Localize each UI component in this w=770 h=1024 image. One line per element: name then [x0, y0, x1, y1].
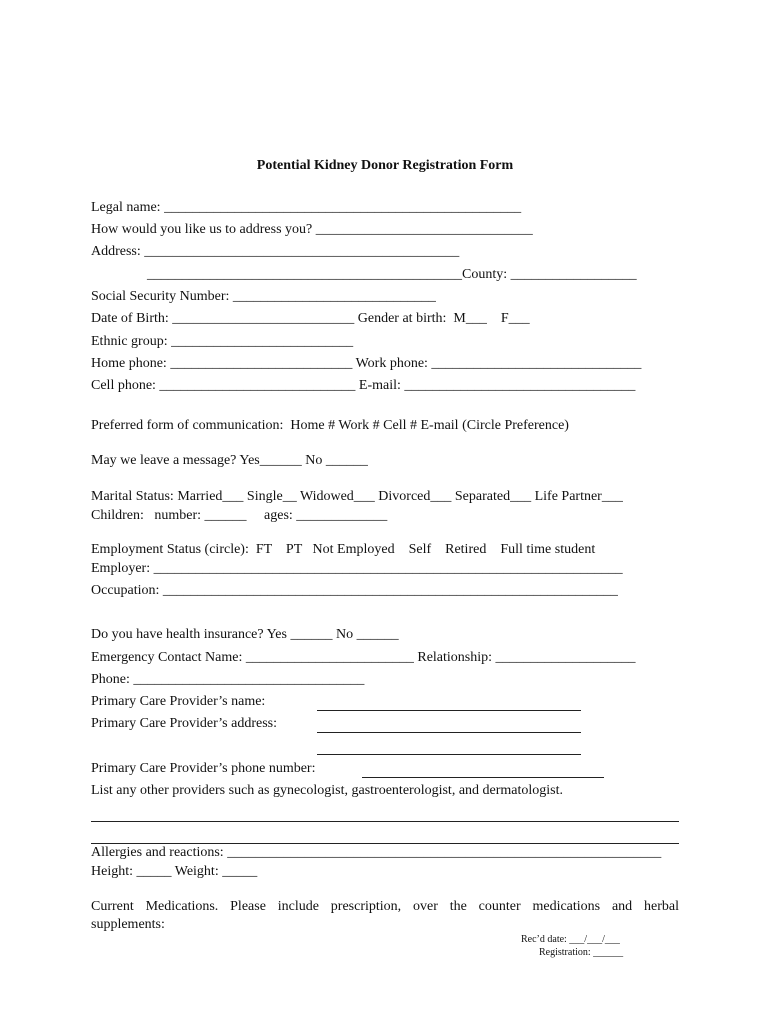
pcp-name-label: Primary Care Provider’s name:: [91, 694, 266, 709]
pcp-phone-label: Primary Care Provider’s phone number:: [91, 761, 316, 776]
leave-message-field[interactable]: May we leave a message? Yes______ No ______: [91, 453, 368, 468]
health-insurance-field[interactable]: Do you have health insurance? Yes ______ No ______: [91, 627, 399, 642]
height-weight-field[interactable]: Height: _____ Weight: _____: [91, 864, 258, 879]
received-date: Rec’d date: ___/___/___: [521, 934, 620, 945]
address-field[interactable]: Address: _____________________________________________: [91, 244, 460, 259]
pcp-address-line-2[interactable]: [317, 754, 581, 755]
phone-field[interactable]: Phone: _________________________________: [91, 672, 365, 687]
employment-status-field[interactable]: Employment Status (circle): FT PT Not Employed Self Retired Full time student: [91, 542, 596, 557]
allergies-field[interactable]: Allergies and reactions: ______________________________________________________________: [91, 845, 662, 860]
medications-label-line-2: supplements:: [91, 917, 165, 932]
emergency-contact-field[interactable]: Emergency Contact Name: ________________________ Relationship: ____________________: [91, 650, 636, 665]
other-providers-label: List any other providers such as gynecologist, gastroenterologist, and dermatologist.: [91, 783, 564, 798]
pcp-address-label: Primary Care Provider’s address:: [91, 716, 277, 731]
home-work-phone-field[interactable]: Home phone: __________________________ Work phone: ______________________________: [91, 356, 642, 371]
medications-label-line-1: Current Medications. Please include prescription, over the counter medications and herbal: [91, 899, 679, 914]
county-field[interactable]: _____________________________________________County: __________________: [147, 267, 637, 282]
other-providers-line-1[interactable]: [91, 821, 679, 822]
ethnic-group-field[interactable]: Ethnic group: __________________________: [91, 334, 354, 349]
preferred-address-field[interactable]: How would you like us to address you? _______________________________: [91, 222, 533, 237]
children-field[interactable]: Children: number: ______ ages: _____________: [91, 508, 388, 523]
dob-gender-field[interactable]: Date of Birth: __________________________ Gender at birth: M___ F___: [91, 311, 530, 326]
registration-number: Registration: ______: [539, 947, 624, 958]
pcp-phone-line[interactable]: [362, 777, 604, 778]
occupation-field[interactable]: Occupation: _________________________________________________________________: [91, 583, 618, 598]
legal-name-field[interactable]: Legal name: ___________________________________________________: [91, 200, 522, 215]
preferred-communication-field[interactable]: Preferred form of communication: Home # Work # Cell # E-mail (Circle Preference): [91, 418, 569, 433]
ssn-field[interactable]: Social Security Number: _____________________________: [91, 289, 436, 304]
pcp-name-line[interactable]: [317, 710, 581, 711]
form-title: Potential Kidney Donor Registration Form: [256, 158, 514, 173]
cell-email-field[interactable]: Cell phone: ____________________________ E-mail: _________________________________: [91, 378, 636, 393]
pcp-address-line-1[interactable]: [317, 732, 581, 733]
marital-status-field[interactable]: Marital Status: Married___ Single__ Widowed___ Divorced___ Separated___ Life Partner___: [91, 489, 623, 504]
employer-field[interactable]: Employer: ___________________________________________________________________: [91, 561, 623, 576]
